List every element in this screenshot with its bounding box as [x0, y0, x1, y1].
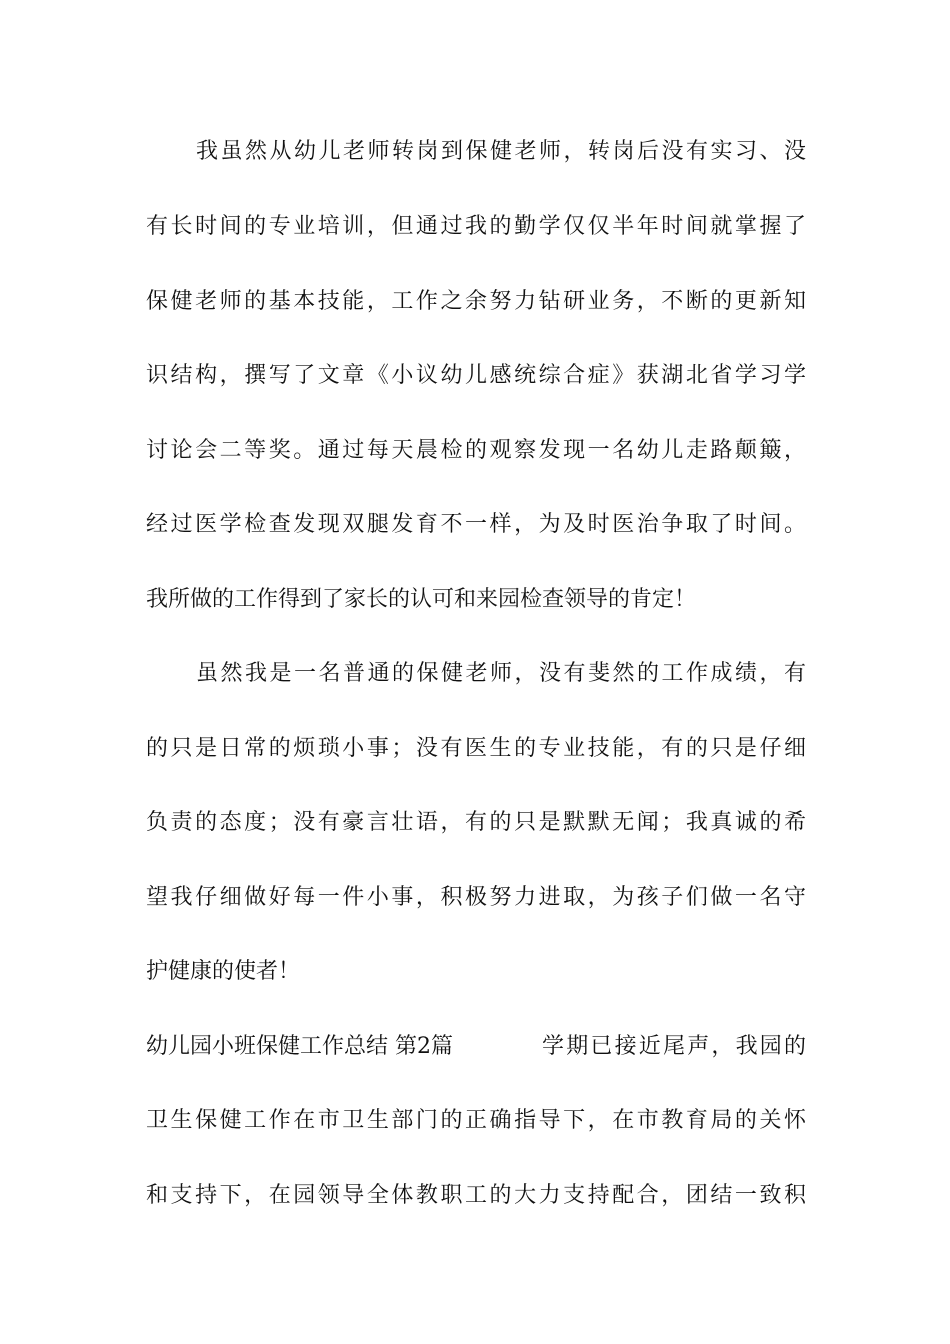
section-2-heading: 幼儿园小班保健工作总结 第2篇: [146, 1034, 453, 1059]
section-2-first-text: 学期已接近尾声，我园的: [542, 1034, 806, 1059]
paragraph-1-line-7: 我所做的工作得到了家长的认可和来园检查领导的肯定！: [146, 587, 697, 612]
paragraph-2-line-3: 负责的态度；没有豪言壮语，有的只是默默无闻；我真诚的希: [146, 810, 806, 835]
paragraph-1-line-1: 我虽然从幼儿老师转岗到保健老师，转岗后没有实习、没: [196, 139, 806, 164]
paragraph-1-line-2: 有长时间的专业培训，但通过我的勤学仅仅半年时间就掌握了: [146, 214, 806, 239]
section-2-line-2: 卫生保健工作在市卫生部门的正确指导下，在市教育局的关怀: [146, 1108, 806, 1133]
section-2-first-line: [146, 1030, 806, 1064]
paragraph-1-line-6: 经过医学检查发现双腿发育不一样，为及时医治争取了时间。: [146, 512, 806, 537]
section-2-line-3: 和支持下，在园领导全体教职工的大力支持配合，团结一致积: [146, 1183, 806, 1208]
paragraph-1-line-3: 保健老师的基本技能，工作之余努力钻研业务，不断的更新知: [146, 289, 806, 314]
paragraph-2-line-2: 的只是日常的烦琐小事；没有医生的专业技能，有的只是仔细: [146, 736, 806, 761]
paragraph-1-line-4: 识结构，撰写了文章《小议幼儿感统综合症》获湖北省学习学: [146, 363, 806, 388]
paragraph-2-line-1: 虽然我是一名普通的保健老师，没有斐然的工作成绩，有: [196, 661, 806, 686]
paragraph-2-line-5: 护健康的使者！: [146, 959, 301, 984]
paragraph-1-line-5: 讨论会二等奖。通过每天晨检的观察发现一名幼儿走路颠簸，: [146, 438, 806, 463]
paragraph-2-line-4: 望我仔细做好每一件小事，积极努力进取，为孩子们做一名守: [146, 885, 806, 910]
